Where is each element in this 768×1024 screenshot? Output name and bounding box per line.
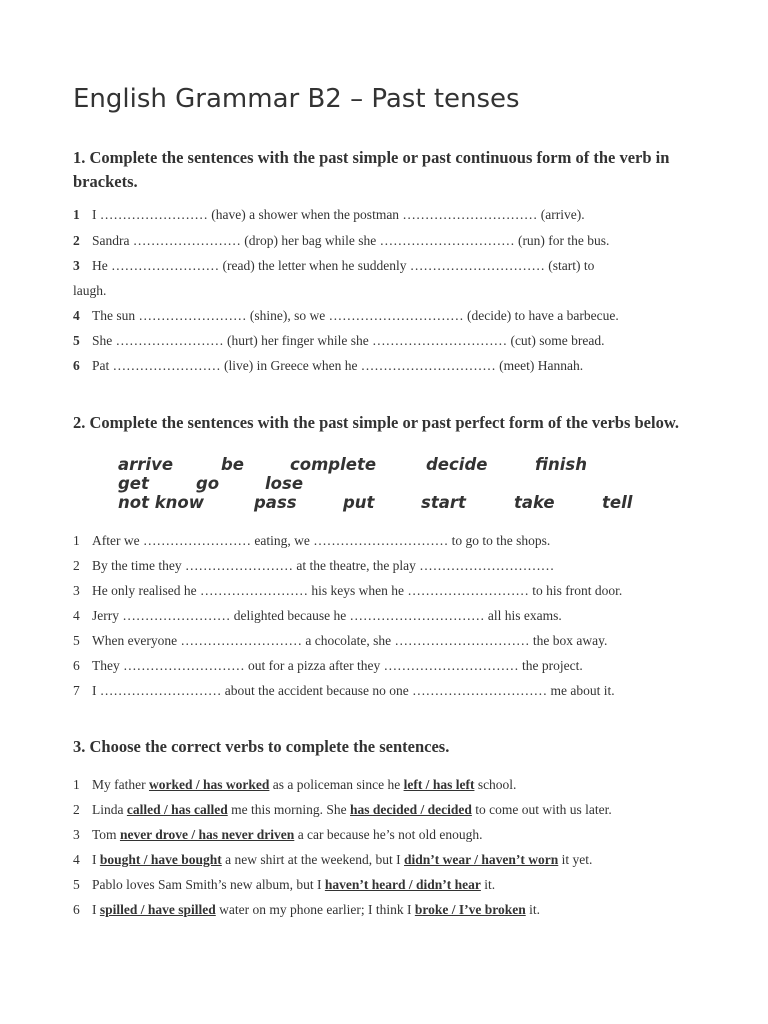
item-text: it. [480,877,496,892]
verb-choice[interactable]: didn’t wear / haven’t worn [404,852,559,867]
item-text: After we …………………… eating, we ………………………… to go to the shops. [92,533,551,548]
verb-choice[interactable]: never drove / has never driven [119,827,295,842]
exercise-3-item [73,876,495,894]
exercise-2-item [73,682,615,700]
exercise-1-item [73,232,609,250]
exercise-3-item [73,801,612,819]
item-text: My father [92,777,149,792]
item-text: He only realised he …………………… his keys when he ……………………… to his front door. [92,583,623,598]
item-number: 5 [73,877,80,892]
verb-choice[interactable]: haven’t heard / didn’t hear [324,877,481,892]
exercise-1-item-continued [73,282,106,300]
exercise-3-item [73,901,540,919]
verb-choice[interactable]: worked / has worked [148,777,270,792]
item-text: water on my phone earlier; I think I [215,902,415,917]
word-item: not know [118,493,205,512]
item-text: me this morning. She [227,802,350,817]
exercise-3-item [73,851,592,869]
item-number: 4 [73,852,80,867]
exercise-2-heading: 2. Complete the sentences with the past simple or past perfect form of the verbs below. [73,413,679,432]
item-text: as a policeman since he [269,777,404,792]
item-number: 4 [73,308,80,323]
exercise-1-item [73,307,619,325]
exercise-1-item [73,357,583,375]
exercise-1-item [73,206,585,224]
item-number: 3 [73,258,80,273]
item-text: a car because he’s not old enough. [294,827,483,842]
word-row [118,455,658,474]
word-item: go [196,474,220,493]
item-number: 6 [73,658,80,673]
exercise-2-item [73,582,622,600]
exercise-3-item [73,776,516,794]
verb-choice[interactable]: left / has left [403,777,475,792]
item-number: 6 [73,358,80,373]
item-number: 2 [73,802,80,817]
item-text: it. [525,902,540,917]
item-number: 1 [73,533,80,548]
item-text: laugh. [73,283,107,298]
item-text: it yet. [558,852,593,867]
item-text: They ……………………… out for a pizza after they ………………………… the project. [92,658,583,673]
item-number: 5 [73,633,80,648]
item-text: I [92,902,100,917]
item-text: She …………………… (hurt) her finger while she ………………………… (cut) some bread. [92,333,605,348]
word-item: get [118,474,149,493]
word-item: arrive [118,455,174,474]
exercise-2-item [73,557,554,575]
item-number: 4 [73,608,80,623]
word-row [118,493,658,512]
exercise-2-item [73,657,583,675]
word-item: be [221,455,245,474]
item-text: Linda [92,802,127,817]
exercise-2-item [73,532,550,550]
item-number: 2 [73,233,80,248]
verb-choice[interactable]: called / has called [126,802,228,817]
item-number: 3 [73,827,80,842]
item-number: 5 [73,333,80,348]
item-text: Pablo loves Sam Smith’s new album, but I [92,877,325,892]
item-text: The sun …………………… (shine), so we ………………………… (decide) to have a barbecue. [92,308,619,323]
item-text: I ……………………… about the accident because no one ………………………… me about it. [92,683,615,698]
verb-choice[interactable]: bought / have bought [99,852,222,867]
verb-choice[interactable]: broke / I’ve broken [414,902,526,917]
item-text: By the time they …………………… at the theatre, the play ………………………… [92,558,555,573]
word-box [118,455,658,512]
word-item: tell [602,493,633,512]
item-number: 3 [73,583,80,598]
item-text: Pat …………………… (live) in Greece when he ………………………… (meet) Hannah. [92,358,584,373]
item-text: When everyone ……………………… a chocolate, she ………………………… the box away. [92,633,608,648]
item-text: I …………………… (have) a shower when the postman ………………………… (arrive). [92,207,585,222]
word-item: complete [290,455,377,474]
word-item: finish [535,455,587,474]
word-item: pass [254,493,297,512]
word-item: lose [265,474,304,493]
page-title: English Grammar B2 – Past tenses [73,84,520,114]
item-text: I [92,852,100,867]
exercise-2-item [73,632,607,650]
word-item: decide [426,455,488,474]
item-number: 1 [73,777,80,792]
item-number: 7 [73,683,80,698]
word-item: put [343,493,375,512]
word-item: start [421,493,466,512]
exercise-3-heading: 3. Choose the correct verbs to complete the sentences. [73,737,450,756]
verb-choice[interactable]: has decided / decided [350,802,472,817]
item-text: to come out with us later. [471,802,612,817]
item-text: school. [474,777,517,792]
item-number: 6 [73,902,80,917]
exercise-1-item [73,332,605,350]
verb-choice[interactable]: spilled / have spilled [99,902,216,917]
item-text: Jerry …………………… delighted because he ………………………… all his exams. [92,608,562,623]
word-row [118,474,658,493]
word-item: take [514,493,555,512]
item-text: Tom [92,827,120,842]
item-text: a new shirt at the weekend, but I [221,852,404,867]
item-number: 1 [73,207,80,222]
item-text: He …………………… (read) the letter when he suddenly ………………………… (start) to [92,258,595,273]
exercise-1-item [73,257,594,275]
exercise-2-item [73,607,562,625]
exercise-1-heading: 1. Complete the sentences with the past simple or past continuous form of the verb in brackets. [73,148,670,191]
item-number: 2 [73,558,80,573]
item-text: Sandra …………………… (drop) her bag while she ………………………… (run) for the bus. [92,233,610,248]
exercise-3-item [73,826,483,844]
